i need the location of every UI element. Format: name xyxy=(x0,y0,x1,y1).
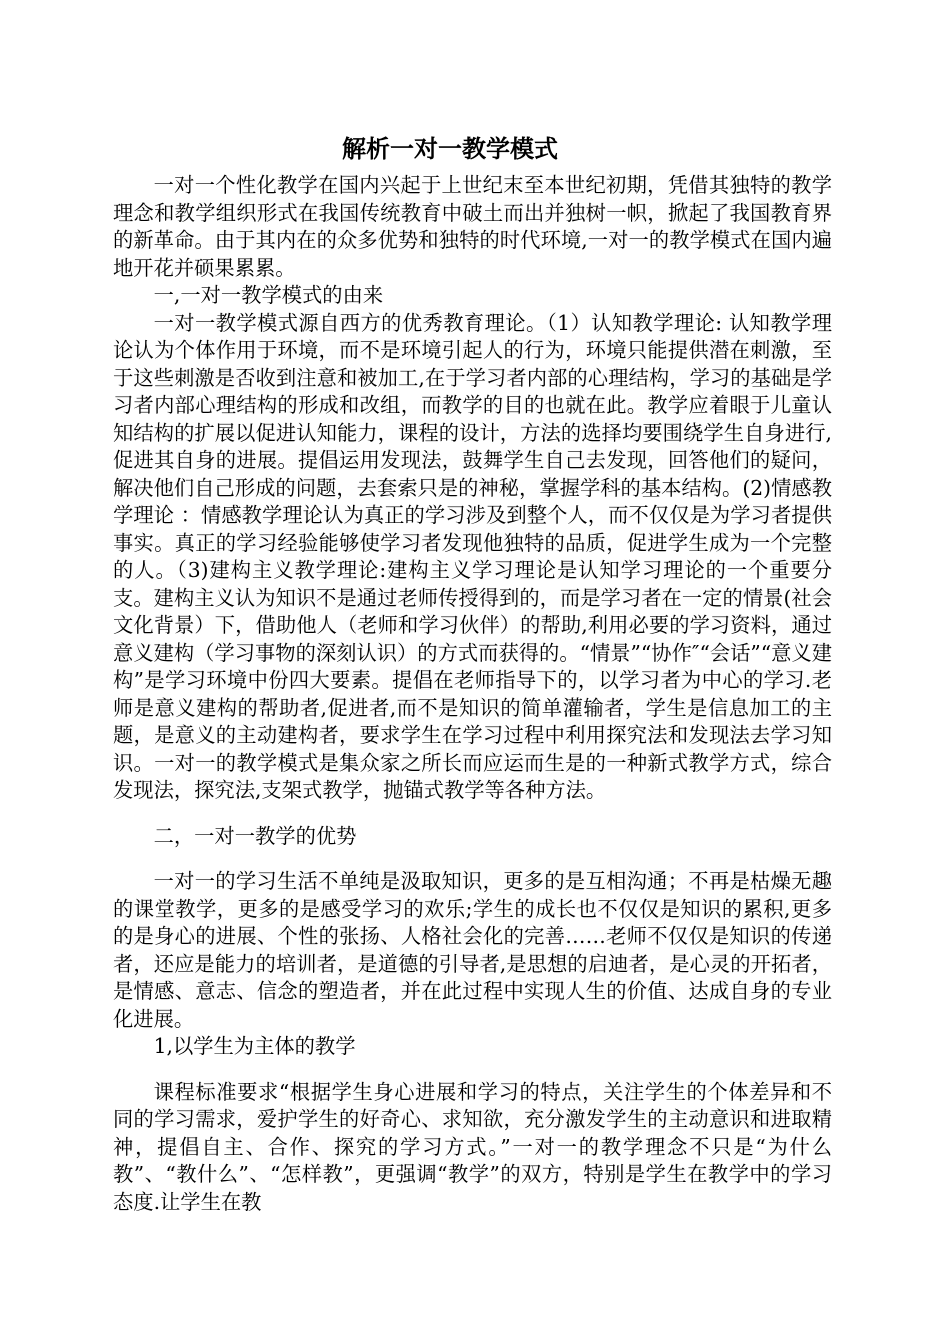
paragraph-intro: 一对一个性化教学在国内兴起于上世纪末至本世纪初期，凭借其独特的教学理念和教学组织形式在我国传统教育中破土而出并独树一帜，掀起了我国教育界的新革命。由于其内在的众多优势和独特的时代环境,一对一的教学模式在国内遍地开花并硕果累累。 xyxy=(113,173,832,280)
paragraph-advantages: 一对一的学习生活不单纯是汲取知识，更多的是互相沟通；不再是枯燥无趣的课堂教学，更多的是感受学习的欢乐;学生的成长也不仅仅是知识的累积,更多的是身心的进展、个性的张扬、人格社会化的完善……老师不仅仅是知识的传递者，还应是能力的培训者，是道德的引导者,是思想的启迪者，是心灵的开拓者，是情感、意志、信念的塑造者，并在此过程中实现人生的价值、达成自身的专业化进展。 xyxy=(113,869,832,1031)
section-heading-advantages: 二，一对一教学的优势 xyxy=(153,823,357,848)
subsection-heading-student-centered: 1,以学生为主体的教学 xyxy=(153,1034,356,1058)
section-heading-origin: 一,一对一教学模式的由来 xyxy=(153,283,384,307)
paragraph-origin: 一对一教学模式源自西方的优秀教育理论。（1）认知教学理论: 认知教学理论认为个体作用于环境，而不是环境引起人的行为，环境只能提供潜在刺激，至于这些刺激是否收到注意和被加工,在于学习者内部的心理结构，学习的基础是学习者内部心理结构的形成和改组，而教学的目的也就在此。教学应着眼于儿童认知结构的扩展以促进认知能力，课程的设计，方法的选择均要围绕学生自身进行,促进其自身的进展。提倡运用发现法，鼓舞学生自己去发现，回答他们的疑问，解决他们自己形成的问题，去套索只是的神秘，掌握学科的基本结构。(2)情感教学理论 ：情感教学理论认为真正的学习涉及到整个人，而不仅仅是为学习者提供事实。真正的学习经验能够使学习者发现他独特的品质，促进学生成为一个完整的人。（3)建构主义教学理论:建构主义学习理论是认知学习理论的一个重要分支。建构主义认为知识不是通过老师传授得到的，而是学习者在一定的情景(社会文化背景）下，借助他人（老师和学习伙伴）的帮助,利用必要的学习资料，通过意义建构（学习事物的深刻认识）的方式而获得的。“情景”“协作″“会话”“意义建构”是学习环境中份四大要素。提倡在老师指导下的，以学习者为中心的学习.老师是意义建构的帮助者,促进者,而不是知识的简单灌输者，学生是信息加工的主题，是意义的主动建构者，要求学生在学习过程中利用探究法和发现法去学习知识。一对一的教学模式是集众家之所长而应运而生是的一种新式教学方式，综合发现法，探究法,支架式教学，抛锚式教学等各种方法。 xyxy=(113,310,832,802)
document-body xyxy=(113,172,832,1216)
paragraph-student-centered: 课程标准要求“根据学生身心进展和学习的特点，关注学生的个体差异和不同的学习需求，爱护学生的好奇心、求知欲，充分激发学生的主动意识和进取精神，提倡自主、合作、探究的学习方式。”一对一的教学理念不只是“为什么教”、“教什么”、“怎样教”，更强调“教学”的双方，特别是学生在教学中的学习态度.让学生在教 xyxy=(113,1079,832,1214)
document-title: 解析一对一教学模式 xyxy=(342,134,558,163)
